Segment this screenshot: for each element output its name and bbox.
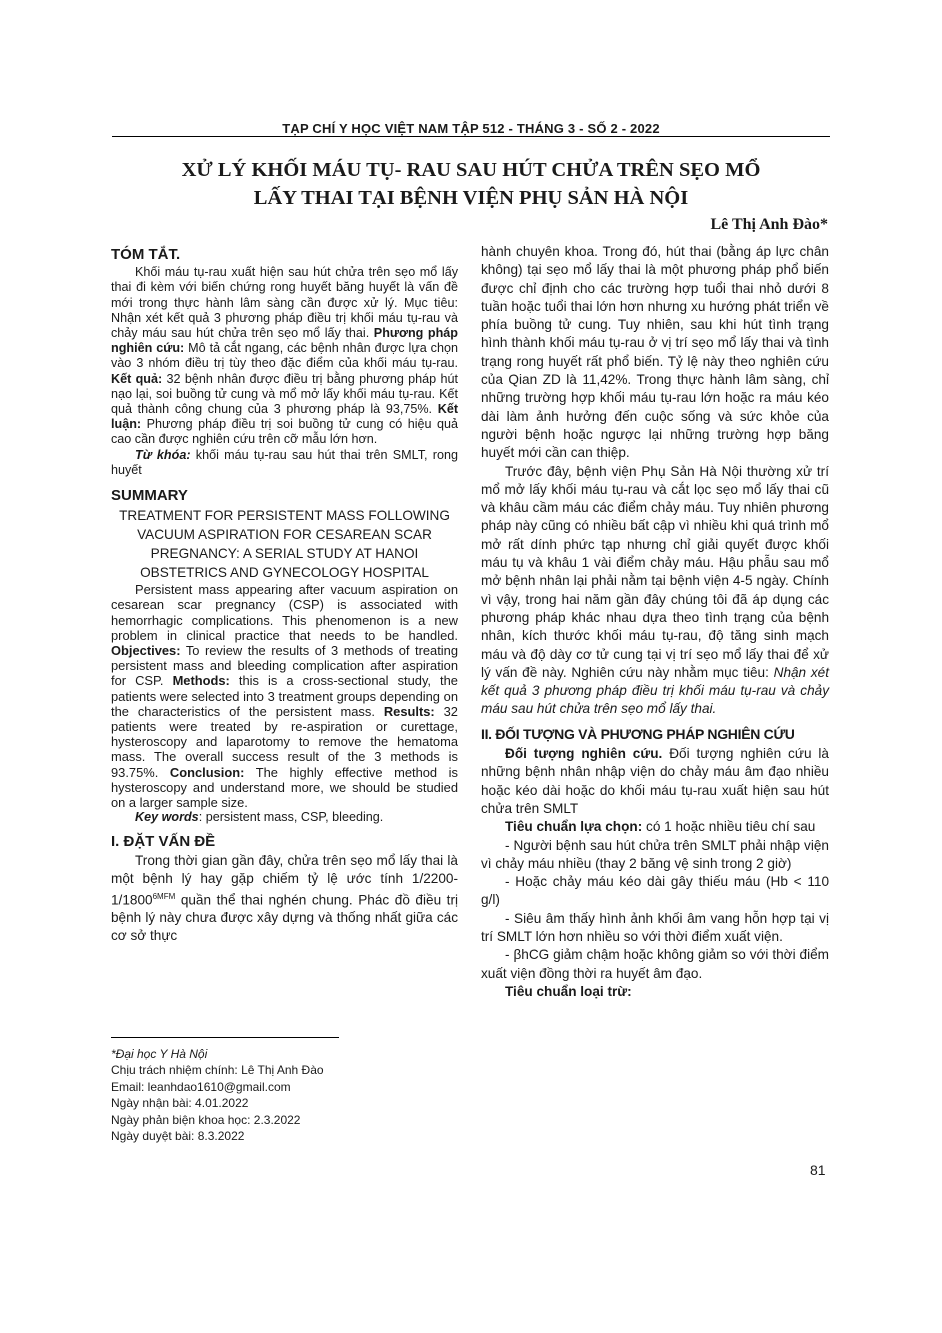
abstract-vi-keywords-label: Từ khóa: xyxy=(135,447,191,462)
summary-results-text: 32 patients were treated by re-aspiration or curettage, hysteroscopy and laparotomy to remove the hematoma mass. The overall success result of the 3 methods is 93.75%. xyxy=(111,703,458,780)
journal-header: TẠP CHÍ Y HỌC VIỆT NAM TẬP 512 - THÁNG 3 - SỐ 2 - 2022 xyxy=(282,121,660,136)
subjects-paragraph xyxy=(481,745,829,818)
abstract-vi-results-text: 32 bệnh nhân được điều trị bằng phương pháp hút nạo lại, soi buồng tử cung và mổ mở lấy khối máu tụ-rau. Kết quả thành công chung của 3 phương pháp là 93,75%. xyxy=(111,371,458,417)
abstract-vi-body xyxy=(111,265,458,447)
section-2-heading: II. ĐỐI TƯỢNG VÀ PHƯƠNG PHÁP NGHIÊN CỨU xyxy=(481,725,795,742)
summary-objectives-label: Objectives: xyxy=(111,643,181,659)
inclusion-paragraph xyxy=(481,818,829,836)
footnote-reviewed: Ngày phản biện khoa học: 2.3.2022 xyxy=(111,1112,301,1127)
exclusion-paragraph xyxy=(481,983,829,1001)
right-column xyxy=(481,243,829,1001)
criteria-item: - Siêu âm thấy hình ảnh khối âm vang hỗn hợp tại vị trí SMLT lớn hơn nhiều so với thời điểm xuất viện. xyxy=(481,910,829,944)
title-line-2: LẤY THAI TẠI BỆNH VIỆN PHỤ SẢN HÀ NỘI xyxy=(253,187,689,209)
summary-title: TREATMENT FOR PERSISTENT MASS FOLLOWING VACUUM ASPIRATION FOR CESAREAN SCAR PREGNANCY: A SERIAL STUDY AT HANOI OBSTETRICS AND GYNECOLOGY HOSPITAL xyxy=(119,508,450,581)
section-1-paragraph-2 xyxy=(481,463,829,719)
header-rule xyxy=(112,136,830,137)
footnote-responsible: Chịu trách nhiệm chính: Lê Thị Anh Đào xyxy=(111,1063,324,1078)
section-1-heading: I. ĐẶT VẤN ĐỀ xyxy=(111,832,216,850)
abstract-vi-methods-text: Mô tả cắt ngang, các bệnh nhân được lựa chọn vào 3 nhóm điều trị tùy theo đặc điểm của khối máu tụ-rau. xyxy=(111,341,458,371)
footnote-accepted: Ngày duyệt bài: 8.3.2022 xyxy=(111,1129,245,1144)
criteria-item: - βhCG giảm chậm hoặc không giảm so với thời điểm xuất viện đồng thời ra huyết âm đạo. xyxy=(481,947,829,981)
criteria-item: - Người bệnh sau hút chửa trên SMLT phải nhập viện vì chảy máu nhiều (thay 2 băng vệ sinh trong 2 giờ) xyxy=(481,837,829,871)
footnote-affiliation: *Đại học Y Hà Nội xyxy=(111,1047,208,1061)
summary-keywords xyxy=(111,810,458,825)
author-name: Lê Thị Anh Đào* xyxy=(710,216,828,233)
abstract-vi-keywords-text: khối máu tụ-rau sau hút thai trên SMLT, rong huyết xyxy=(111,447,458,477)
page-number: 81 xyxy=(810,1162,826,1178)
footnote-email: Email: leanhdao1610@gmail.com xyxy=(111,1079,291,1094)
footnote-received: Ngày nhận bài: 4.01.2022 xyxy=(111,1096,249,1111)
subjects-label: Đối tượng nghiên cứu. xyxy=(505,746,663,762)
summary-conclusion-text: The highly effective method is hysteroscopy and understand more, we should be studied on a larger sample size. xyxy=(111,764,458,811)
summary-heading: SUMMARY xyxy=(111,487,188,505)
summary-keywords-label: Key words xyxy=(135,810,199,825)
subjects-text: Đối tượng nghiên cứu là những bệnh nhân nhập viện do chảy máu âm đạo nhiều hoặc kéo dài hoặc do khối máu tụ-rau xuất hiện sau hút chửa trên SMLT xyxy=(481,746,829,816)
section-1-p2-text: Trước đây, bệnh viện Phụ Sản Hà Nội thường xử trí mổ mở lấy khối máu tụ-rau và cắt lọc sẹo mổ lấy thai cũ và khâu cầm máu các điểm chảy máu. Tuy nhiên phương pháp này cũng có nhiều bất cập vì nhiều khi quá trình mổ mở rất dính phức tạp nhưng chỉ giải quyết được khối máu tụ và khâu 1 vài điểm chảy máu. Hậu phẫu sau mổ mở bệnh nhân lại phải nằm tại bệnh viện 4-5 ngày. Chính vì vậy, trong hai năm gần đây chúng tôi đã áp dụng các phương pháp khác nhau dựa theo tình trạng của bệnh nhân, kích thước khối máu tụ-rau, độ tăng sinh mạch máu và độ dày cơ tử cung tại vị trí sẹo mổ lấy thai để xử lý vấn đề này. Nghiên cứu này nhằm mục tiêu: xyxy=(481,463,829,680)
abstract-vi-results-label: Kết quả: xyxy=(111,371,163,386)
footnote-rule xyxy=(111,1037,339,1038)
section-1-text-b-start: quần thể thai nghén chung. Phác đồ điều trị bệnh lý này chưa được xây dựng và thống nhất giữa các cơ sở thực xyxy=(111,892,459,944)
abstract-vi-heading: TÓM TẮT. xyxy=(111,246,181,263)
section-1-text-a: Trong thời gian gần đây, chửa trên sẹo mổ lấy thai là một bệnh lý hay gặp chiếm tỷ lệ ước tính 1/2200-1/1800 xyxy=(111,852,458,908)
summary-intro: Persistent mass appearing after vacuum aspiration on cesarean scar pregnancy (CSP) is associated with hemorrhagic complications. This phenomenon is a new problem in clinical practice that needs to be handled. xyxy=(111,582,458,643)
section-1-paragraph-1-start xyxy=(111,852,458,946)
exclusion-label: Tiêu chuẩn loại trừ: xyxy=(505,983,632,999)
summary-keywords-text: : persistent mass, CSP, bleeding. xyxy=(198,810,384,825)
article-title xyxy=(112,156,830,212)
summary-methods-text: this is a cross-sectional study, the patients were selected into 3 treatment groups depending on the characteristics of the persistent mass. xyxy=(111,673,458,719)
footnotes xyxy=(111,1046,451,1144)
citation-superscript: 6MFM xyxy=(152,891,176,901)
criteria-item: - Hoặc chảy máu kéo dài gây thiếu máu (Hb < 110 g/l) xyxy=(481,874,829,908)
abstract-vi-conclusion-label: Kết luận: xyxy=(111,402,459,432)
inclusion-label: Tiêu chuẩn lựa chọn: xyxy=(505,819,643,835)
summary-conclusion-label: Conclusion: xyxy=(169,764,245,780)
title-line-1: XỬ LÝ KHỐI MÁU TỤ- RAU SAU HÚT CHỬA TRÊN SẸO MỔ xyxy=(181,159,761,181)
left-column xyxy=(111,243,458,945)
abstract-vi-conclusion-text: Phương pháp điều trị soi buồng tử cung có hiệu quả cao cần được nghiên cứu trên cỡ mẫu lớn hơn. xyxy=(111,417,459,447)
summary-results-label: Results: xyxy=(383,703,435,719)
summary-objectives-text: To review the results of 3 methods of treating persistent mass and bleeding complication after aspiration for CSP. xyxy=(111,643,458,689)
abstract-vi-intro: Khối máu tụ-rau xuất hiện sau hút chửa trên sẹo mổ lấy thai đi kèm với biến chứng rong huyết băng huyết là vấn đề mới trong thực hành lâm sàng cần được xử lý. Mục tiêu: Nhận xét kết quả 3 phương pháp điều trị khối máu tụ-rau và chảy máu sau hút chửa trên sẹo mổ lấy thai. xyxy=(111,265,458,341)
section-1-objective: Nhận xét kết quả 3 phương pháp điều trị khối máu tụ-rau và chảy máu sau hút chửa trên sẹo mổ lấy thai. xyxy=(481,664,829,717)
section-1-paragraph-1-continued: hành chuyên khoa. Trong đó, hút thai (bằng áp lực chân không) tại sẹo mổ lấy thai là một phương pháp phổ biến được chỉ định cho các trường hợp tuổi thai nhỏ dưới 8 tuần hoặc tuổi thai lớn hơn nhưng xu hướng phát triển về phía buồng tử cung. Tuy nhiên, sau khi hút tình trạng hình thành khối máu tụ-rau ở vị trí sẹo mổ lấy thai và tình trạng rong huyết rất phổ biến. Tỷ lệ này theo nghiên cứu của Qian ZD là 11,42%. Trong thực hành lâm sàng, chỉ những trường hợp khối máu tụ-rau lớn hoặc ra máu kéo dài làm ảnh hưởng đến cuộc sống và sức khỏe của người bệnh hoặc ngược lại những trường hợp băng huyết mới cần can thiệp. xyxy=(481,244,829,461)
abstract-vi-keywords xyxy=(111,448,458,478)
inclusion-text: có 1 hoặc nhiều tiêu chí sau xyxy=(646,819,816,835)
summary-methods-label: Methods: xyxy=(172,673,230,689)
abstract-vi-methods-label: Phương pháp nghiên cứu: xyxy=(111,326,459,356)
summary-body xyxy=(111,582,458,810)
